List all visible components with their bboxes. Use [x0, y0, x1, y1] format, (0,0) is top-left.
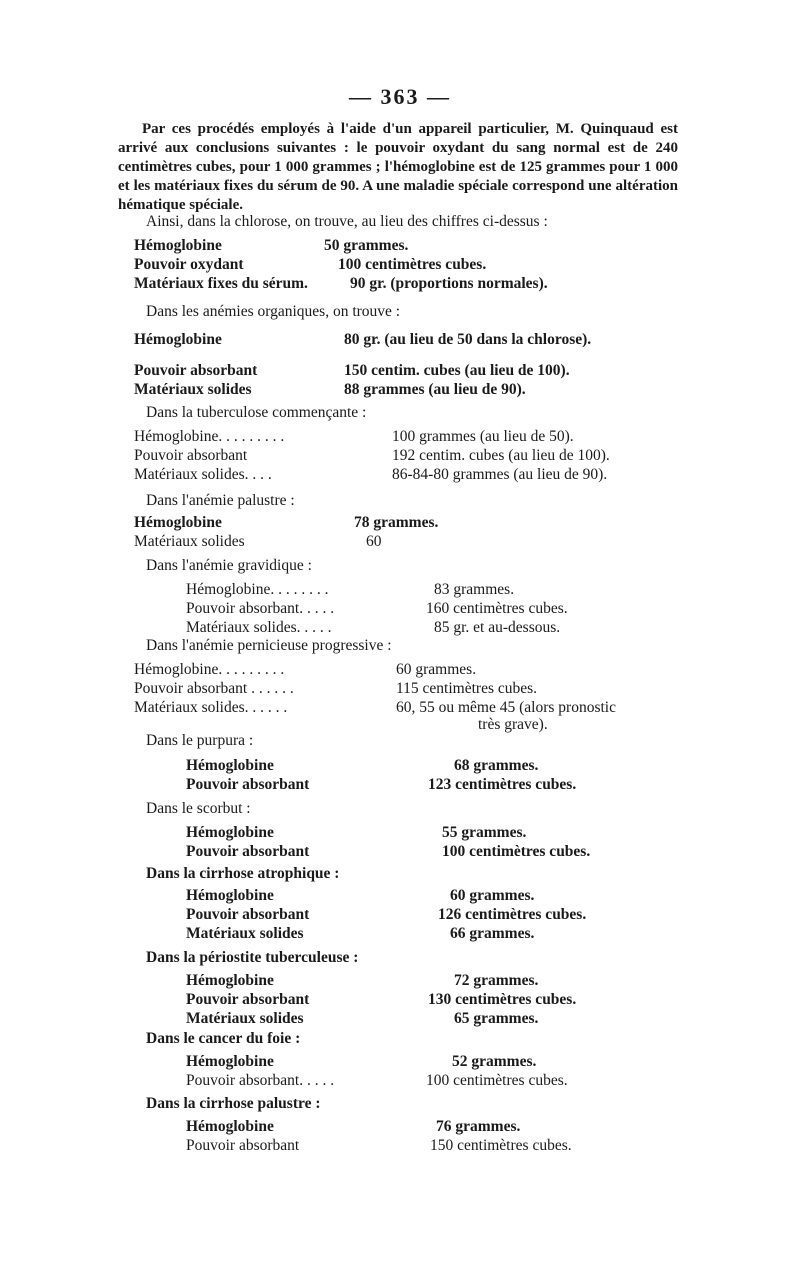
row-label: Pouvoir absorbant	[134, 447, 248, 464]
section-heading-tuberculose: Dans la tuberculose commençante :	[146, 404, 367, 421]
data-row	[186, 887, 535, 905]
data-row	[186, 925, 535, 943]
row-value: 86-84-80 grammes (au lieu de 90).	[392, 466, 608, 483]
data-row	[186, 824, 527, 842]
data-row	[134, 680, 538, 698]
data-row	[134, 331, 592, 349]
section-heading-palustre: Dans l'anémie palustre :	[146, 492, 295, 509]
row-value: 68 grammes.	[454, 757, 539, 774]
row-label: Pouvoir absorbant	[186, 906, 310, 923]
row-label: Pouvoir absorbant. . . . .	[186, 1072, 335, 1089]
row-label: Pouvoir absorbant	[134, 362, 258, 379]
row-value: 130 centimètres cubes.	[428, 991, 577, 1008]
row-label: Matériaux solides. . . . . .	[134, 699, 288, 716]
data-row	[186, 1118, 521, 1136]
row-value: 150 centim. cubes (au lieu de 100).	[344, 362, 570, 379]
data-row	[186, 1137, 572, 1155]
data-row	[186, 1072, 568, 1090]
row-value: 76 grammes.	[436, 1118, 521, 1135]
section-heading-purpura: Dans le purpura :	[146, 732, 254, 749]
data-row	[186, 843, 591, 861]
data-row	[134, 275, 548, 293]
data-row	[186, 581, 515, 599]
section-heading-cirrhose-palustre: Dans la cirrhose palustre :	[146, 1095, 321, 1112]
data-row	[186, 972, 539, 990]
row-value: 90 gr. (proportions normales).	[350, 275, 548, 292]
row-label: Hémoglobine	[134, 237, 222, 254]
row-value: 83 grammes.	[434, 581, 515, 598]
row-value: 52 grammes.	[452, 1053, 537, 1070]
section-heading-gravidique: Dans l'anémie gravidique :	[146, 557, 312, 574]
data-row	[186, 991, 577, 1009]
section-heading-chlorose: Ainsi, dans la chlorose, on trouve, au lieu des chiffres ci-dessus :	[146, 213, 548, 230]
row-label: Hémoglobine. . . . . . . . .	[134, 428, 285, 445]
row-label: Matériaux fixes du sérum.	[134, 275, 308, 292]
data-row	[134, 428, 574, 446]
row-value: 60, 55 ou même 45 (alors pronostic	[396, 699, 616, 716]
row-value: 100 centimètres cubes.	[442, 843, 591, 860]
row-label: Hémoglobine	[134, 331, 222, 348]
row-label: Matériaux solides	[186, 925, 304, 942]
section-heading-pernicieuse: Dans l'anémie pernicieuse progressive :	[146, 637, 392, 654]
row-value: 66 grammes.	[450, 925, 535, 942]
row-value: 115 centimètres cubes.	[396, 680, 538, 697]
data-row-continuation	[478, 716, 548, 734]
data-row	[134, 533, 382, 551]
data-row	[186, 619, 561, 637]
intro-paragraph: Par ces procédés employés à l'aide d'un appareil particulier, M. Quinquaud est arrivé aux conclusions suivantes : le pouvoir oxydant du sang normal est de 240 centimètres cubes, pour 1 000 grammes ; l'hémoglobine est de 125 grammes pour 1 000 et les matériaux fixes du sérum de 90. A une maladie spéciale correspond une altération hématique spéciale.	[118, 121, 678, 213]
data-row	[186, 906, 587, 924]
row-label: Pouvoir absorbant	[186, 991, 310, 1008]
section-heading-cancer-foie: Dans le cancer du foie :	[146, 1030, 301, 1047]
section-heading-scorbut: Dans le scorbut :	[146, 800, 251, 817]
row-value: 50 grammes.	[324, 237, 409, 254]
data-row	[134, 661, 477, 679]
row-value: 80 gr. (au lieu de 50 dans la chlorose).	[344, 331, 592, 348]
row-label: Matériaux solides	[134, 381, 252, 398]
row-label: Pouvoir absorbant	[186, 776, 310, 793]
row-value: 123 centimètres cubes.	[428, 776, 577, 793]
page-number: — 363 —	[349, 84, 451, 109]
row-value: 55 grammes.	[442, 824, 527, 841]
row-label: Hémoglobine	[186, 887, 274, 904]
row-value: 65 grammes.	[454, 1010, 539, 1027]
data-row	[186, 600, 568, 618]
row-value: 192 centim. cubes (au lieu de 100).	[392, 447, 610, 464]
row-label: Hémoglobine	[186, 757, 274, 774]
row-value: 126 centimètres cubes.	[438, 906, 587, 923]
row-label: Matériaux solides. . . .	[134, 466, 272, 483]
row-label: Pouvoir absorbant . . . . . .	[134, 680, 294, 697]
row-value: 60 grammes.	[396, 661, 477, 678]
row-label: Hémoglobine	[186, 972, 274, 989]
row-value: 100 centimètres cubes.	[426, 1072, 568, 1089]
row-value: 85 gr. et au-dessous.	[434, 619, 561, 636]
row-label: Matériaux solides	[186, 1010, 304, 1027]
data-row	[134, 699, 616, 717]
row-label: Hémoglobine. . . . . . . . .	[134, 661, 285, 678]
row-label: Pouvoir oxydant	[134, 256, 244, 273]
row-value: 78 grammes.	[354, 514, 439, 531]
data-row	[134, 237, 409, 255]
row-label: Pouvoir absorbant. . . . .	[186, 600, 335, 617]
data-row	[186, 1053, 537, 1071]
row-value: 100 centimètres cubes.	[338, 256, 487, 273]
row-value: 60	[366, 533, 382, 550]
row-label: Pouvoir absorbant	[186, 1137, 300, 1154]
data-row	[134, 466, 608, 484]
data-row	[134, 362, 570, 380]
row-label: Hémoglobine	[134, 514, 222, 531]
section-heading-periostite: Dans la périostite tuberculeuse :	[146, 949, 359, 966]
row-value: 160 centimètres cubes.	[426, 600, 568, 617]
row-value: très grave).	[478, 716, 548, 733]
row-value: 72 grammes.	[454, 972, 539, 989]
row-label: Hémoglobine. . . . . . . .	[186, 581, 329, 598]
row-label: Hémoglobine	[186, 1118, 274, 1135]
row-value: 60 grammes.	[450, 887, 535, 904]
row-label: Matériaux solides	[134, 533, 245, 550]
data-row	[186, 776, 577, 794]
data-row	[186, 1010, 539, 1028]
data-row	[134, 514, 439, 532]
row-label: Matériaux solides. . . . .	[186, 619, 332, 636]
row-value: 100 grammes (au lieu de 50).	[392, 428, 574, 445]
row-label: Pouvoir absorbant	[186, 843, 310, 860]
row-label: Hémoglobine	[186, 824, 274, 841]
section-heading-cirrhose-atrophique: Dans la cirrhose atrophique :	[146, 865, 340, 882]
row-label: Hémoglobine	[186, 1053, 274, 1070]
row-value: 88 grammes (au lieu de 90).	[344, 381, 526, 398]
data-row	[186, 757, 539, 775]
section-heading-anemies-organiques: Dans les anémies organiques, on trouve :	[146, 303, 401, 320]
row-value: 150 centimètres cubes.	[430, 1137, 572, 1154]
data-row	[134, 447, 610, 465]
data-row	[134, 381, 526, 399]
data-row	[134, 256, 487, 274]
